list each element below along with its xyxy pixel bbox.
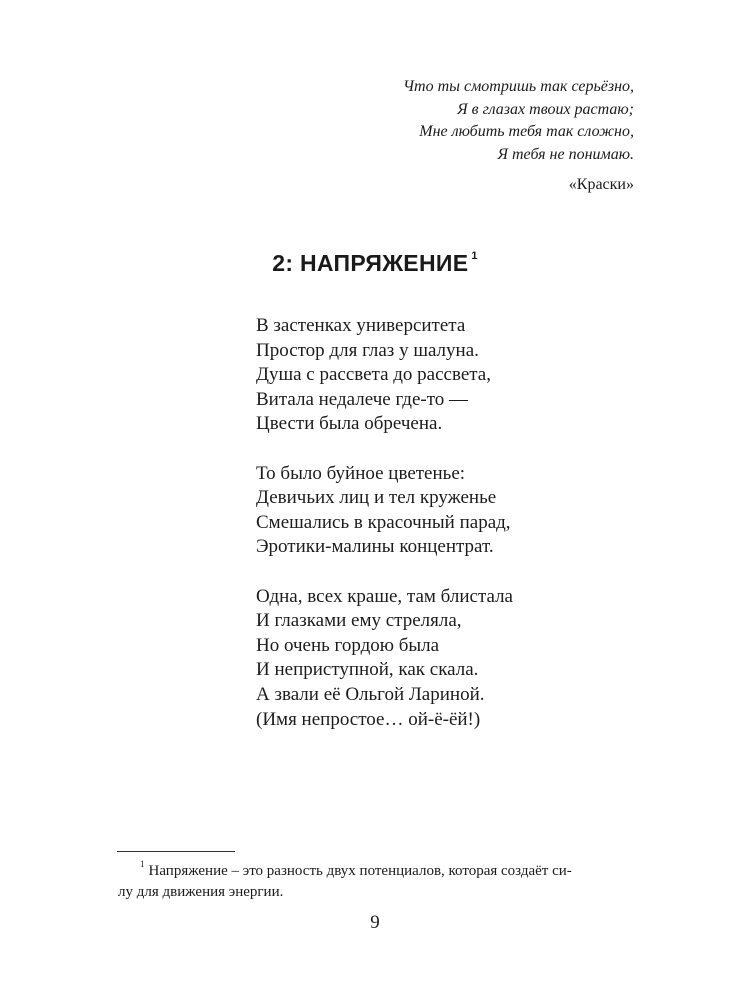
stanza-2 — [256, 462, 513, 560]
stanza-1 — [256, 314, 513, 437]
verse-line: А звали её Ольгой Лариной. — [256, 683, 485, 705]
verse-line: Душа с рассвета до рассвета, — [256, 364, 491, 386]
verse-line: И неприступной, как скала. — [256, 659, 479, 681]
verse-line: Эротики-малины концентрат. — [256, 536, 494, 558]
verse-line: В застенках университета — [256, 315, 466, 336]
footnote-text: Напряжение – это разность двух потенциалов, которая создаёт си- — [148, 863, 572, 879]
footnote — [118, 856, 640, 903]
footnote-marker: 1 — [140, 859, 145, 869]
epigraph-line: Мне любить тебя так сложно, — [419, 123, 634, 140]
epigraph-line: Я тебя не понимаю. — [497, 145, 634, 163]
page-number: 9 — [370, 912, 380, 933]
poem — [256, 314, 513, 757]
verse-line: Девичьих лиц и тел круженье — [256, 487, 497, 509]
chapter-title-text: 2: НАПРЯЖЕНИЕ — [272, 250, 469, 276]
stanza-3 — [256, 585, 513, 733]
verse-line: Смешались в красочный парад, — [256, 511, 511, 533]
chapter-title — [0, 250, 750, 277]
verse-line: Одна, всех краше, там блистала — [256, 585, 513, 607]
footnote-line: лу для движения энергии. — [118, 884, 284, 900]
footnote-reference: 1 — [471, 250, 478, 263]
epigraph-line: Я в глазах твоих растаю; — [457, 100, 634, 118]
footnote-divider — [117, 851, 235, 852]
verse-line: То было буйное цветенье: — [256, 462, 466, 484]
verse-line: Цвести была обречена. — [256, 413, 443, 435]
verse-line: (Имя непростое… ой-ё-ёй!) — [256, 708, 481, 730]
verse-line: Но очень гордою была — [256, 634, 440, 656]
epigraph-source: «Краски» — [568, 176, 634, 193]
epigraph-line: Что ты смотришь так серьёзно, — [403, 78, 634, 95]
verse-line: Витала недалече где-то — — [256, 388, 469, 410]
verse-line: И глазками ему стреляла, — [256, 610, 462, 632]
verse-line: Простор для глаз у шалуна. — [256, 339, 479, 361]
footnote-line — [140, 856, 640, 882]
epigraph — [274, 76, 634, 197]
